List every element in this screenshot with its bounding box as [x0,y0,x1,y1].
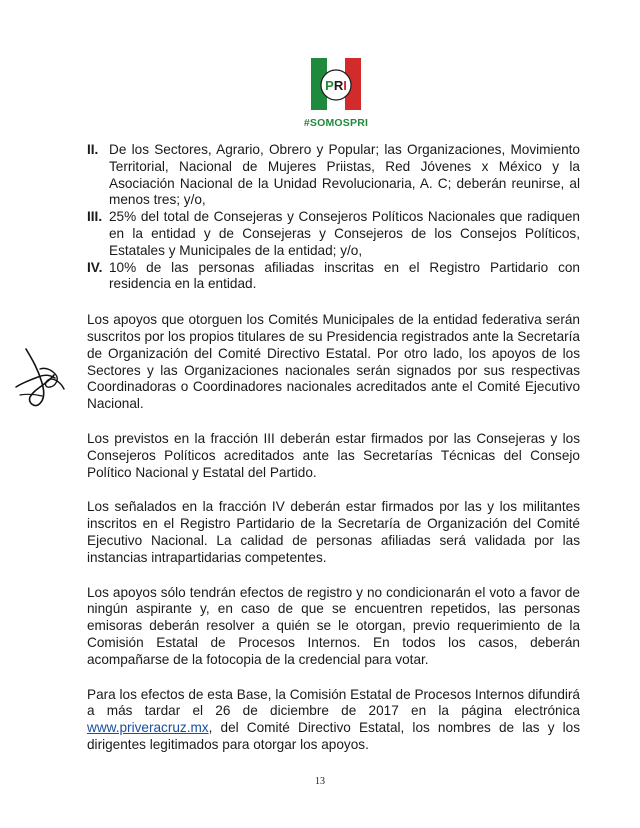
paragraph-efectos-registro: Los apoyos sólo tendrán efectos de registro y no condicionarán el voto a favor de ningún aspirante y, en caso de que se encuentren repetidos, las personas emisoras deberán resolver a quién se le otorgan, previo requerimiento de la Comisión Estatal de Procesos Internos. En todos los casos, deberán acompañarse de la fotocopia de la credencial para votar. [87,584,580,667]
list-text: 10% de las personas afiliadas inscritas en el Registro Partidario con residencia en la entidad. [109,259,580,292]
paragraph-difusion [87,687,580,754]
list-text: De los Sectores, Agrario, Obrero y Popular; las Organizaciones, Movimiento Territorial, Nacional de Mujeres Priistas, Red Jóvenes x México y la Asociación Nacional de la Unidad Revolucionaria, A. C; deberán reunirse, al menos tres; y/o, [109,142,580,208]
paragraph-fraccion-iii: Los previstos en la fracción III deberán estar firmados por las Consejeras y los Consejeros Políticos acreditados ante las Secretarías Técnicas del Consejo Político Nacional y Estatal del Partido. [87,430,580,480]
hashtag: #SOMOSPRI [303,117,369,129]
handwritten-initials [12,345,67,410]
difusion-text-start: Para los efectos de esta Base, la Comisión Estatal de Procesos Internos difundirá a más tardar el 26 de diciembre de 2017 en la página electrónica [87,686,580,719]
list-text: 25% del total de Consejeras y Consejeros Políticos Nacionales que radiquen en la entidad y de Consejeras y Consejeros de los Consejos Políticos, Estatales y Municipales de la entidad; y/o, [109,209,580,258]
list-number: III. [87,209,103,225]
difusion-text-end: , del Comité Directivo Estatal, los nombres de las y los dirigentes legitimados para otorgar los apoyos. [87,720,580,752]
list-number: IV. [87,259,103,275]
list-item-ii [87,142,580,209]
website-link[interactable]: www.priveracruz.mx [87,720,209,736]
pri-logo [311,58,361,110]
list-item-iii [87,209,580,259]
list-number: II. [87,142,99,157]
logo-text: PRI [325,78,347,93]
paragraph-apoyos-comites: Los apoyos que otorguen los Comités Municipales de la entidad federativa serán suscritos por los propios titulares de su Presidencia registrados ante la Secretaría de Organización del Comité Directivo Estatal. Por otro lado, los apoyos de los Sectores y las Organizaciones nacionales serán signados por sus respectivas Coordinadoras o Coordinadores nacionales acreditados ante el Comité Ejecutivo Nacional. [87,312,580,412]
paragraph-fraccion-iv: Los señalados en la fracción IV deberán estar firmados por las y los militantes inscritos en el Registro Partidario de la Secretaría de Organización del Comité Ejecutivo Nacional. La calidad de personas afiliadas será validada por las instancias intrapartidarias competentes. [87,499,580,565]
page-number: 13 [315,776,325,787]
document-body [87,142,580,754]
list-item-iv [87,260,580,294]
